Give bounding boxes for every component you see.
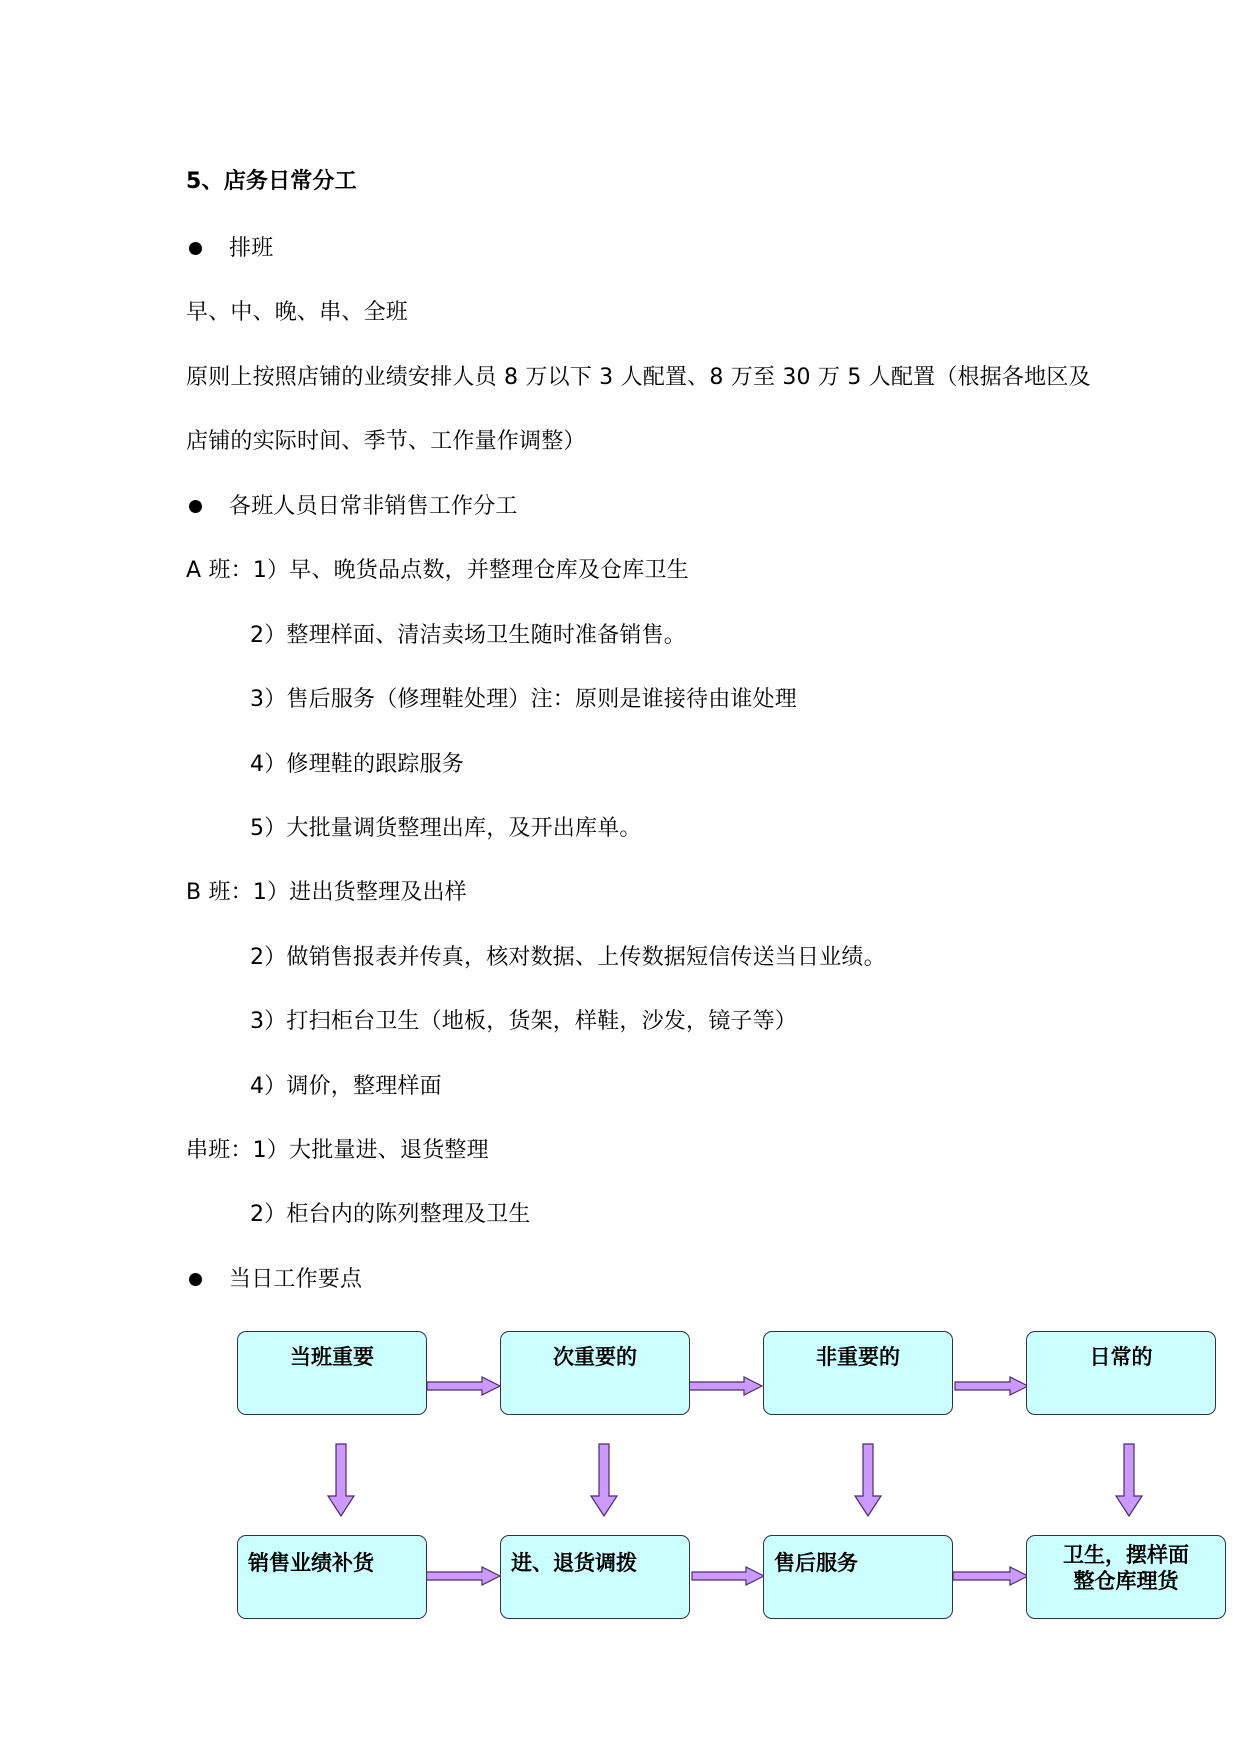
arrow-right-icon [427, 1377, 500, 1395]
a-shift-item5: 5）大批量调货整理出库，及开出库单。 [250, 816, 642, 841]
b-shift-item2: 2）做销售报表并传真，核对数据、上传数据短信传送当日业绩。 [250, 945, 886, 970]
arrow-down-icon [1116, 1444, 1142, 1516]
bullet-division-of-work: 各班人员日常非销售工作分工 [229, 494, 518, 519]
bullet-scheduling: 排班 [229, 236, 274, 261]
b-shift-item1: B 班：1）进出货整理及出样 [186, 880, 467, 905]
b-shift-item3: 3）打扫柜台卫生（地板，货架，样鞋，沙发，镜子等） [250, 1009, 797, 1034]
arrow-right-icon [692, 1567, 764, 1585]
staffing-principle-line2: 店铺的实际时间、季节、工作量作调整） [186, 429, 586, 454]
section-heading: 5、店务日常分工 [186, 169, 357, 194]
arrow-down-icon [855, 1444, 881, 1516]
c-shift-item2: 2）柜台内的陈列整理及卫生 [250, 1202, 531, 1227]
flow-box-top-2 [500, 1331, 690, 1415]
arrow-right-icon [689, 1377, 762, 1395]
a-shift-item1: A 班：1）早、晚货品点数，并整理仓库及仓库卫生 [186, 558, 689, 583]
flow-box-label-line2: 整仓库理货 [1073, 1568, 1179, 1593]
flow-box-bottom-2 [500, 1535, 690, 1619]
b-shift-item4: 4）调价，整理样面 [250, 1074, 442, 1099]
flow-box-top-1 [237, 1331, 427, 1415]
arrow-down-icon [328, 1444, 354, 1516]
arrow-right-icon [424, 1567, 500, 1585]
flow-box-label: 售后服务 [774, 1550, 858, 1575]
flow-box-label-line1: 卫生，摆样面 [1063, 1542, 1189, 1567]
bullet-daily-priorities: 当日工作要点 [229, 1267, 363, 1292]
staffing-principle-line1: 原则上按照店铺的业绩安排人员 8 万以下 3 人配置、8 万至 30 万 5 人配置（根据各地区及 [186, 365, 1091, 390]
arrow-right-icon [955, 1377, 1028, 1395]
a-shift-item3: 3）售后服务（修理鞋处理）注：原则是谁接待由谁处理 [250, 687, 797, 712]
c-shift-item1: 串班：1）大批量进、退货整理 [186, 1138, 489, 1163]
flow-box-label: 次重要的 [553, 1344, 637, 1369]
shift-types: 早、中、晚、串、全班 [186, 300, 409, 325]
flow-box-bottom-3 [763, 1535, 953, 1619]
flow-box-label [1027, 1542, 1225, 1594]
arrow-down-icon [591, 1444, 617, 1516]
flow-box-top-3 [763, 1331, 953, 1415]
arrow-right-icon [953, 1567, 1028, 1585]
flow-box-label: 销售业绩补货 [248, 1550, 374, 1575]
flow-box-bottom-1 [237, 1535, 427, 1619]
flow-box-top-4 [1026, 1331, 1216, 1415]
flow-box-label: 日常的 [1089, 1344, 1153, 1369]
flow-box-bottom-4 [1026, 1535, 1226, 1619]
flow-box-label: 当班重要 [290, 1344, 374, 1369]
a-shift-item4: 4）修理鞋的跟踪服务 [250, 752, 464, 777]
a-shift-item2: 2）整理样面、清洁卖场卫生随时准备销售。 [250, 623, 686, 648]
flow-box-label: 非重要的 [816, 1344, 900, 1369]
flow-box-label: 进、退货调拨 [511, 1550, 637, 1575]
